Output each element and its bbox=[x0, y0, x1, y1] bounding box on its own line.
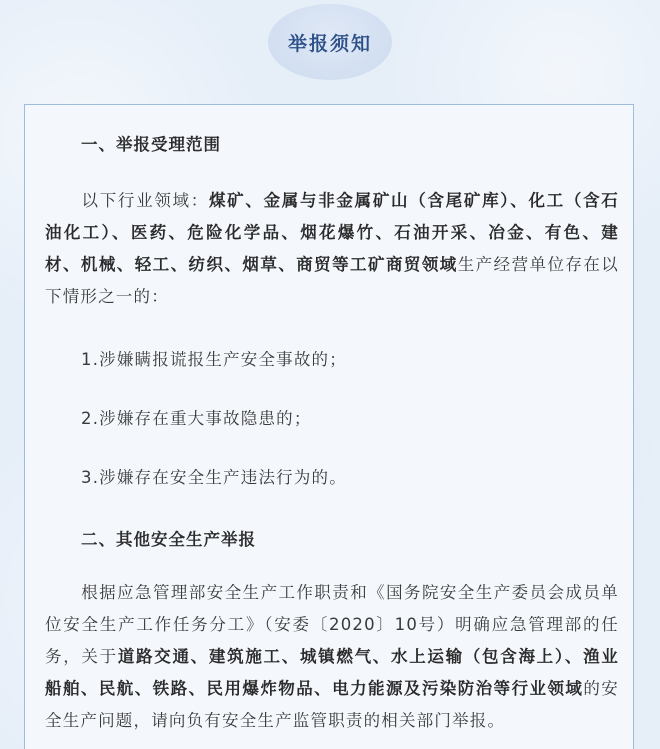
section2-text-suffix: 的安全生产问题，请向负有安全生产监管职责的相关部门举报。 bbox=[45, 679, 620, 730]
section2-text bbox=[45, 577, 619, 737]
section1-item-3: 3.涉嫌存在安全生产违法行为的。 bbox=[81, 468, 347, 487]
page-title: 举报须知 bbox=[287, 32, 372, 55]
section1-item-1: 1.涉嫌瞒报谎报生产安全事故的； bbox=[81, 350, 347, 369]
section2-industries: 道路交通、建筑施工、城镇燃气、水上运输（包含海上）、渔业船舶、民航、铁路、民用爆炸物品、电力能源及污染防治等行业领域 bbox=[45, 647, 619, 698]
section1-intro-prefix: 以下行业领域： bbox=[81, 191, 209, 210]
section1-item-2: 2.涉嫌存在重大事故隐患的； bbox=[81, 409, 312, 428]
section2-heading: 二、其他安全生产举报 bbox=[81, 530, 256, 549]
section1-industries: 煤矿、金属与非金属矿山（含尾矿库）、化工（含石油化工）、医药、危险化学品、烟花爆竹、石油开采、冶金、有色、建材、机械、轻工、纺织、烟草、商贸等工矿商贸领域 bbox=[45, 191, 619, 274]
title-badge bbox=[268, 4, 392, 80]
section1-intro bbox=[45, 185, 619, 313]
section2-text-prefix: 根据应急管理部安全生产工作职责和《国务院安全生产委员会成员单位安全生产工作任务分工》（安委〔2020〕10号）明确应急管理部的任务，关于 bbox=[45, 583, 619, 666]
section1-heading: 一、举报受理范围 bbox=[81, 135, 221, 154]
section1-intro-suffix: 生产经营单位存在以下情形之一的： bbox=[45, 255, 619, 306]
notice-card bbox=[24, 104, 634, 749]
